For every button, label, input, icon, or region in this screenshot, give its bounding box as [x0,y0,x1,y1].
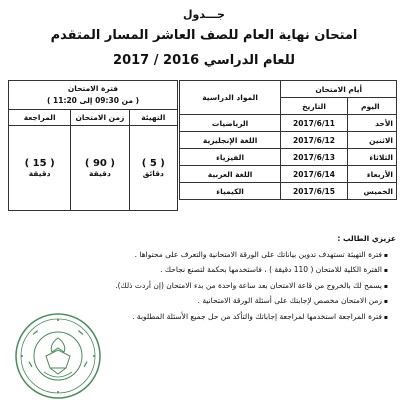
header-prep: التهيئة [129,110,177,126]
row-date: 2017/6/14 [281,166,347,183]
exam-time-cell [71,126,129,211]
row-day: الثلاثاء [347,149,396,166]
row-subject: الرياضيات [179,115,281,132]
header-day: اليوم [347,98,396,115]
row-day: الأربعاء [347,166,396,183]
row-date: 2017/6/12 [281,132,347,149]
note-item: ▪ الفترة الكلية للامتحان ( 110 دقيقة ) ، فاستخدمها بحكمة لتصنع نجاحك . [16,263,388,279]
row-subject: الكيمياء [179,183,281,200]
period-title: فترة الامتحان [67,84,119,93]
header-exam-time: زمن الامتحان [71,110,129,126]
exam-time-value: ( 90 ) [84,158,115,169]
row-subject: اللغة الإنجليزية [179,132,281,149]
period-time: ( من 09:30 إلى 11:20 ) [46,96,140,105]
prep-value: ( 5 ) [141,158,165,169]
row-day: الخميس [347,183,396,200]
header-subject: المواد الدراسية [179,81,281,115]
prep-unit: دقائق [142,169,164,178]
row-day: الاثنين [347,132,396,149]
header-review: المراجعة [9,110,71,126]
document-label: جـــدول [183,8,225,21]
row-date: 2017/6/13 [281,149,347,166]
row-date: 2017/6/11 [281,115,347,132]
row-date: 2017/6/15 [281,183,347,200]
row-subject: اللغة العربية [179,166,281,183]
official-seal-icon [14,312,102,400]
review-value: ( 15 ) [24,158,55,169]
note-item: ▪ يسمح لك بالخروج من قاعة الامتحان بعد ساعة واحدة من بدء الامتحان (إن أردت ذلك). [16,279,388,295]
note-item: ▪ فترة المراجعة استخدمها لمراجعة إجاباتك والتأكد من حل جميع الأسئلة المطلوبة . [16,310,388,326]
notes-heading: عزيزي الطالب : [337,234,396,243]
row-day: الأحد [347,115,396,132]
review-unit: دقيقة [28,169,51,178]
period-header [9,81,178,110]
note-item: ▪ فترة التهيئة تستهدف تدوين بياناتك على الورقة الامتحانية والتعرف على محتواها . [16,248,388,264]
exam-time-unit: دقيقة [89,169,111,178]
exam-period-table [8,80,178,211]
academic-year: للعام الدراسي 2016 / 2017 [113,53,295,68]
prep-cell [129,126,177,211]
review-cell [9,126,71,211]
row-subject: الفيزياء [179,149,281,166]
header-exam-days: أيام الامتحان [281,81,397,98]
note-item: ▪ زمن الامتحان مخصص لإجابتك على أسئلة الورقة الامتحانية . [16,294,388,310]
document-title: امتحان نهاية العام للصف العاشر المسار المتقدم [50,28,358,43]
header-date: التاريخ [281,98,347,115]
